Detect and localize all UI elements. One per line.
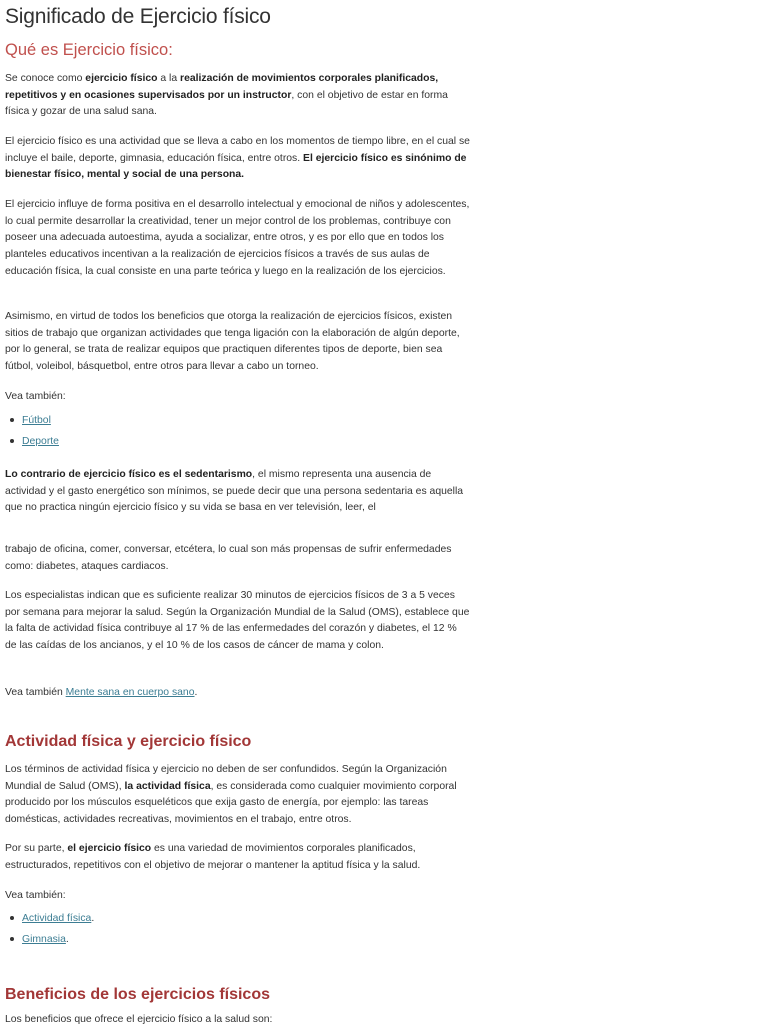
bullet-icon (10, 937, 14, 941)
paragraph-text: , es considerada como cualquier movimiento corporal producido por los músculos esqueléticos que exija gasto de energía, por ejemplo: las tareas domésticas, actividades recreativas, movimientos en el trabajo, entre otros. (5, 780, 457, 826)
heading-actividad-fisica: Actividad física y ejercicio físico (5, 733, 252, 750)
punctuation: . (194, 687, 198, 698)
see-also-label: Vea también (5, 687, 66, 698)
bold-text: la actividad física (124, 780, 211, 792)
link-deporte[interactable]: Deporte (22, 436, 59, 447)
paragraph-intro (5, 71, 470, 121)
bold-text: Lo contrario de ejercicio físico es el sedentarismo (5, 469, 253, 480)
paragraph-specialists: Los especialistas indican que es suficiente realizar 30 minutos de ejercicios físicos de 3 a 5 veces por semana para mejorar la salud. Según la Organización Mundial de la Salud (OMS), establece que la falta de actividad física contribuye al 17 % de las enfermedades del corazón y diabetes, el 12 % de las caídas de los ancianos, y el 10 % de los casos de cáncer de mama y colon. (5, 590, 470, 652)
bold-text: ejercicio físico (85, 73, 158, 84)
link-mente-sana[interactable]: Mente sana en cuerpo sano (65, 687, 195, 698)
list-item (5, 431, 59, 452)
see-also-inline (5, 685, 470, 702)
paragraph-children: El ejercicio influye de forma positiva en el desarrollo intelectual y emocional de niños y adolescentes, lo cual permite desarrollar la creatividad, tener un mejor control de los problemas, contribuye con poseer una adecuada autoestima, ayuda a socializar, entre otros, y es por ello que en todos los planteles educativos incentivan a la realización de ejercicios físicos a través de sus aulas de educación física, la cual consiste en una parte teórica y luego en la realización de los ejercicios. (5, 199, 470, 277)
paragraph-text: Por su parte, (5, 843, 68, 854)
bold-text: el ejercicio físico (67, 843, 152, 854)
punctuation: . (91, 913, 95, 924)
paragraph-text: , con el objetivo de estar en forma física y gozar de una salud sana. (5, 89, 448, 118)
section-subtitle: Qué es Ejercicio físico: (5, 41, 173, 59)
punctuation: . (65, 934, 69, 945)
bold-text: El ejercicio físico es sinónimo de bienestar físico, mental y social de una persona. (5, 152, 467, 181)
paragraph-workplaces: Asimismo, en virtud de todos los beneficios que otorga la realización de ejercicios físicos, existen sitios de trabajo que organizan actividades que tenga ligación con la elaboración de algún deporte, por lo general, se trata de realizar equipos que practiquen diferentes tipos de deporte, bien sea fútbol, voleibol, básquetbol, entre otros para llevar a cabo un torneo. (5, 311, 460, 373)
paragraph-text: Los términos de actividad física y ejercicio no deben de ser confundidos. Según la Organización Mundial de Salud (OMS), (5, 764, 447, 792)
paragraph-ejercicio (5, 841, 470, 874)
paragraph-oms (5, 762, 470, 829)
paragraph-text: , el mismo representa una ausencia de actividad y el gasto energético son mínimos, se puede decir que una persona sedentaria es aquella que no practica ningún ejercicio físico y su vida se basa en ver televisión, leer, el (5, 469, 464, 514)
paragraph-text: Se conoce como (5, 73, 86, 84)
paragraph-text: El ejercicio físico es una actividad que se lleva a cabo en los momentos de tiempo libre, en el cual se incluye el baile, deporte, gimnasia, educación física, entre otros. (5, 136, 470, 164)
page-title: Significado de Ejercicio físico (5, 5, 271, 28)
list-item (5, 908, 94, 929)
paragraph-text: a la (157, 73, 181, 84)
paragraph-definition (5, 134, 470, 184)
see-also-list (5, 908, 94, 950)
heading-beneficios: Beneficios de los ejercicios físicos (5, 986, 270, 1003)
bullet-icon (10, 916, 14, 920)
see-also-label: Vea también: (5, 391, 66, 402)
link-actividad-fisica[interactable]: Actividad física (22, 913, 92, 924)
see-also-label: Vea también: (5, 890, 66, 901)
see-also-list (5, 410, 59, 452)
paragraph-text: es una variedad de movimientos corporales planificados, estructurados, repetitivos con el objetivo de mejorar o mantener la aptitud física y la salud. (5, 843, 421, 871)
paragraph-sedentarism-cont: trabajo de oficina, comer, conversar, etcétera, lo cual son más propensas de sufrir enfermedades como: diabetes, ataques cardiacos. (5, 544, 452, 572)
link-gimnasia[interactable]: Gimnasia (22, 934, 66, 945)
bullet-icon (10, 418, 14, 422)
bullet-icon (10, 439, 14, 443)
list-item (5, 410, 59, 431)
link-futbol[interactable]: Fútbol (22, 415, 51, 426)
list-item (5, 929, 94, 950)
bold-text: realización de movimientos corporales planificados, repetitivos y en ocasiones supervisados por un instructor (5, 73, 439, 101)
paragraph-sedentarism (5, 467, 470, 517)
paragraph-benefits-partial: Los beneficios que ofrece el ejercicio físico a la salud son: (5, 1014, 273, 1025)
